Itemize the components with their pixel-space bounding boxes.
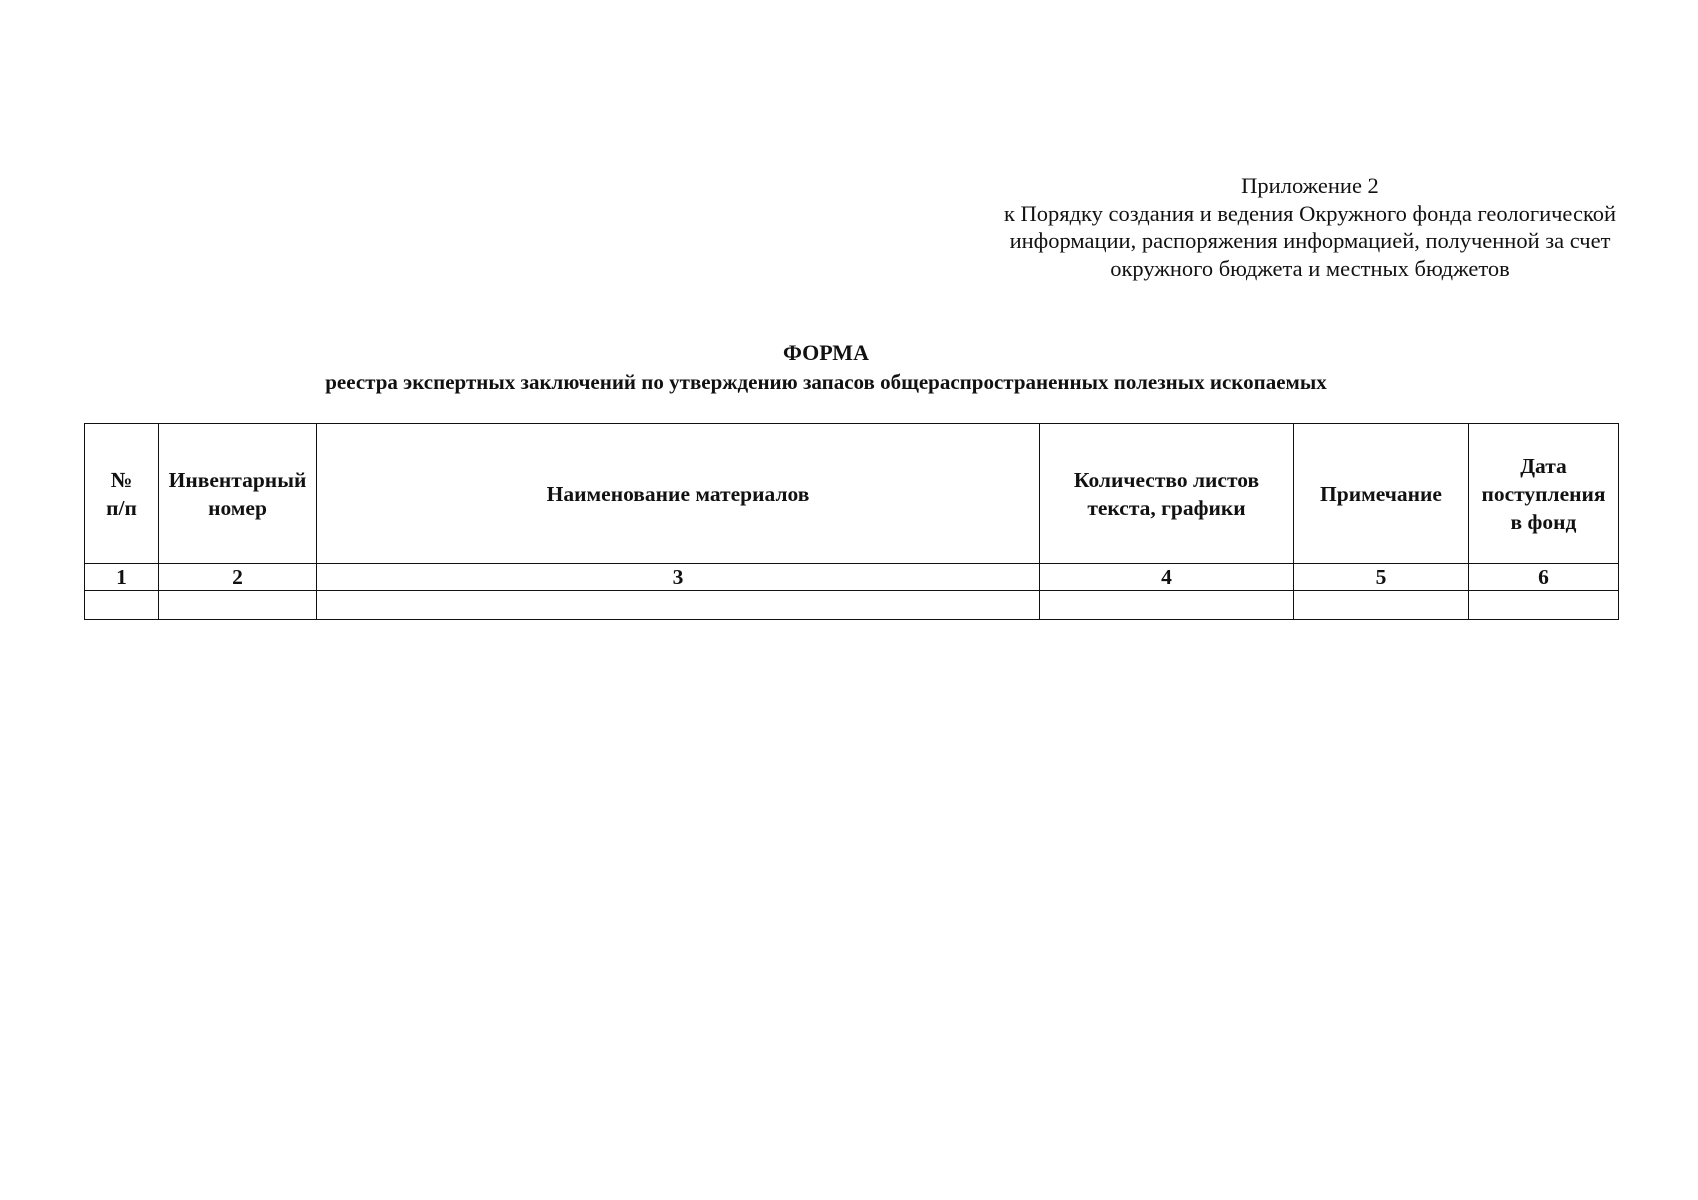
table-cell [317,591,1040,620]
header-line: Количество листов [1073,467,1260,492]
header-line: Наименование материалов [546,481,810,506]
column-header-number [85,424,159,564]
appendix-reference [940,172,1680,282]
form-subtitle: реестра экспертных заключений по утверждению запасов общераспространенных полезных ископаемых [325,370,1327,394]
column-number-row [85,564,1619,591]
form-title: ФОРМА [783,340,869,365]
column-header-sheet-count [1040,424,1294,564]
appendix-line: окружного бюджета и местных бюджетов [1110,255,1510,281]
column-header-receipt-date [1469,424,1619,564]
appendix-line: Приложение 2 [1241,173,1379,198]
table-cell [85,591,159,620]
column-header-inventory-number [159,424,317,564]
header-line: Примечание [1320,481,1442,506]
column-header-note [1294,424,1469,564]
table-cell [1469,591,1619,620]
table-header-row [85,424,1619,564]
header-line: номер [208,495,267,520]
column-number: 1 [85,564,159,591]
column-number: 6 [1469,564,1619,591]
register-table [84,423,1619,620]
appendix-line: информации, распоряжения информацией, полученной за счет [1009,228,1611,253]
header-line: № [110,467,133,492]
column-number: 3 [317,564,1040,591]
header-line: текста, графики [1087,495,1246,520]
header-line: Инвентарный [168,467,307,492]
column-header-materials-name [317,424,1040,564]
table-row [85,591,1619,620]
column-number: 5 [1294,564,1469,591]
column-number: 4 [1040,564,1294,591]
column-number: 2 [159,564,317,591]
appendix-line: к Порядку создания и ведения Окружного фонда геологической [1003,200,1617,226]
table-cell [159,591,317,620]
header-line: в фонд [1510,509,1577,534]
header-line: Дата [1520,453,1567,478]
header-line: п/п [106,495,137,520]
header-line: поступления [1481,481,1606,506]
table-cell [1040,591,1294,620]
table-cell [1294,591,1469,620]
